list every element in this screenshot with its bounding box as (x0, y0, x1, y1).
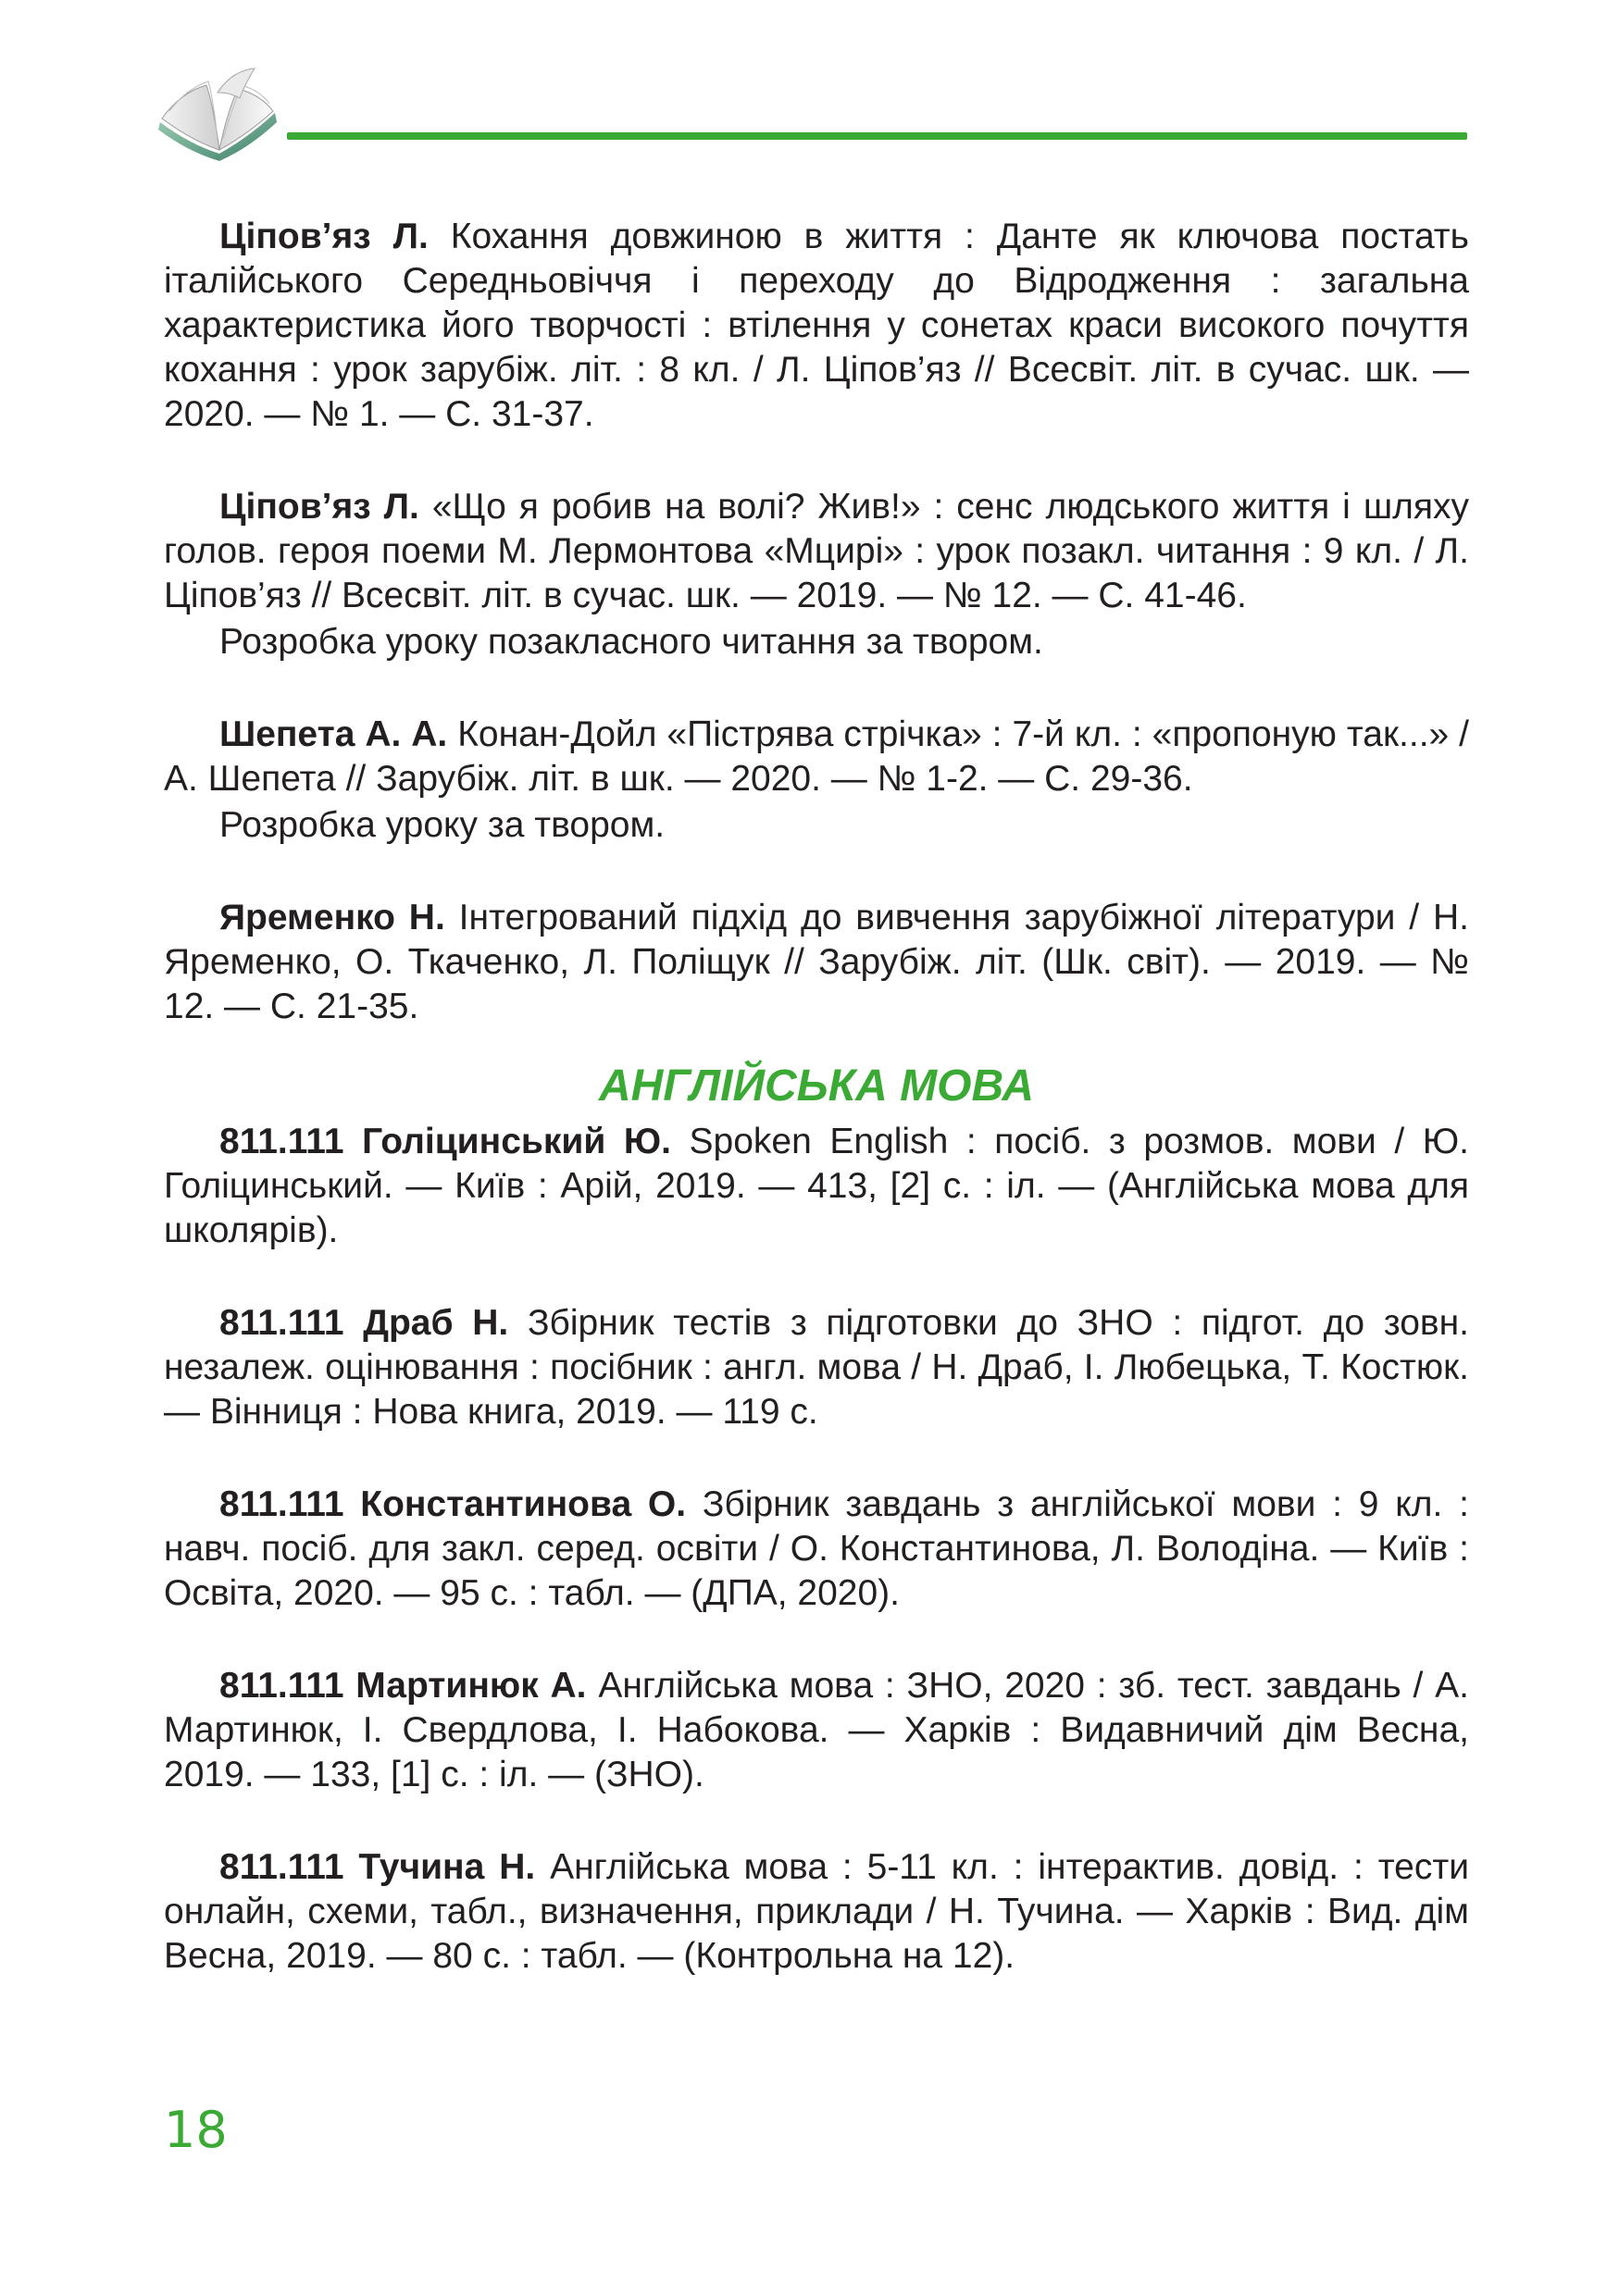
entry-author: Ціпов’яз Л. (219, 487, 419, 527)
bibliography-entry (164, 713, 1469, 848)
entry-author: 811.111 Тучина Н. (219, 1847, 536, 1887)
header-rule (287, 132, 1467, 140)
entry-author: Ціпов’яз Л. (219, 217, 429, 256)
section-heading: АНГЛІЙСЬКА МОВА (599, 1061, 1034, 1111)
bibliography-entry (164, 1664, 1469, 1797)
entry-author: Шепета А. А. (219, 714, 448, 754)
entry-note: Розробка уроку позакласного читання за твором. (219, 622, 1043, 662)
entry-description: Інтегрований підхід до вивчення зарубіжної літератури / Н. Яременко, О. Ткаченко, Л. Поліщук // Зарубіж. літ. (Шк. світ). — 2019. — № 12. — С. 21-35. (164, 898, 1469, 1026)
entry-description: Англійська мова : 5-11 кл. : інтерактив. довід. : тести онлайн, схеми, табл., визначення, приклади / Н. Тучина. — Харків : Вид. дім Весна, 2019. — 80 с. : табл. — (Контрольна на 12). (164, 1847, 1469, 1976)
entry-description: «Що я робив на волі? Жив!» : сенс людського життя і шляху голов. героя поеми М. Лермонтова «Мцирі» : урок позакл. читання : 9 кл. / Л. Ціпов’яз // Всесвіт. літ. в сучас. шк. — 2019. — № 12. — С. 41-46. (164, 487, 1469, 615)
entry-text (164, 1664, 1469, 1797)
entry-author: 811.111 Мартинюк А. (219, 1666, 587, 1706)
entry-text (164, 713, 1469, 801)
entry-note: Розробка уроку за твором. (219, 805, 666, 845)
entry-text (164, 215, 1469, 437)
bibliography-entry (164, 215, 1469, 437)
entry-author: 811.111 Голіцинський Ю. (219, 1122, 671, 1161)
entry-text (164, 1845, 1469, 1979)
bibliography-entry (164, 896, 1469, 1029)
entry-text (164, 1120, 1469, 1253)
entry-author: Яременко Н. (219, 898, 445, 937)
bibliography-entry (164, 1483, 1469, 1616)
entry-author: 811.111 Драб Н. (219, 1303, 509, 1343)
bibliography-content (164, 215, 1469, 2027)
bibliography-entry (164, 1120, 1469, 1253)
entry-description: Кохання довжиною в життя : Данте як ключова постать італійського Середньовіччя і переходу до Відродження : загальна характеристика його творчості : втілення у сонетах краси високого почуття кохання : урок зарубіж. літ. : 8 кл. / Л. Ціпов’яз // Всесвіт. літ. в сучас. шк. — 2020. — № 1. — С. 31-37. (164, 217, 1469, 434)
entry-text (164, 896, 1469, 1029)
bibliography-entry (164, 1301, 1469, 1434)
bibliography-entry (164, 1845, 1469, 1979)
entry-description: Англійська мова : ЗНО, 2020 : зб. тест. завдань / А. Мартинюк, І. Свердлова, І. Набокова. — Харків : Видавничий дім Весна, 2019. — 133, [1] с. : іл. — (ЗНО). (164, 1666, 1470, 1794)
entry-text (164, 1301, 1469, 1434)
entry-description: Spoken English : посіб. з розмов. мови / Ю. Голіцинський. — Київ : Арій, 2019. — 413, [2] с. : іл. — (Англійська мова для школярів). (164, 1122, 1469, 1250)
entry-author: 811.111 Константинова О. (219, 1484, 687, 1524)
page-header (153, 65, 1467, 176)
open-book-icon (153, 65, 292, 167)
entry-text (164, 1483, 1469, 1616)
bibliography-entry (164, 485, 1469, 664)
entry-description: Збірник завдань з англійської мови : 9 кл. : навч. посіб. для закл. серед. освіти / О. Константинова, Л. Володіна. — Київ : Освіта, 2020. — 95 с. : табл. — (ДПА, 2020). (164, 1484, 1470, 1613)
entry-description: Конан-Дойл «Пістрява стрічка» : 7-й кл. : «пропоную так...» / А. Шепета // Зарубіж. літ. в шк. — 2020. — № 1-2. — С. 29-36. (164, 714, 1469, 799)
entry-text (164, 485, 1469, 618)
entry-description: Збірник тестів з підготовки до ЗНО : підгот. до зовн. незалеж. оцінювання : посібник : англ. мова / Н. Драб, І. Любецька, Т. Костюк. — Вінниця : Нова книга, 2019. — 119 с. (164, 1303, 1470, 1432)
page-number: 18 (164, 2101, 228, 2159)
